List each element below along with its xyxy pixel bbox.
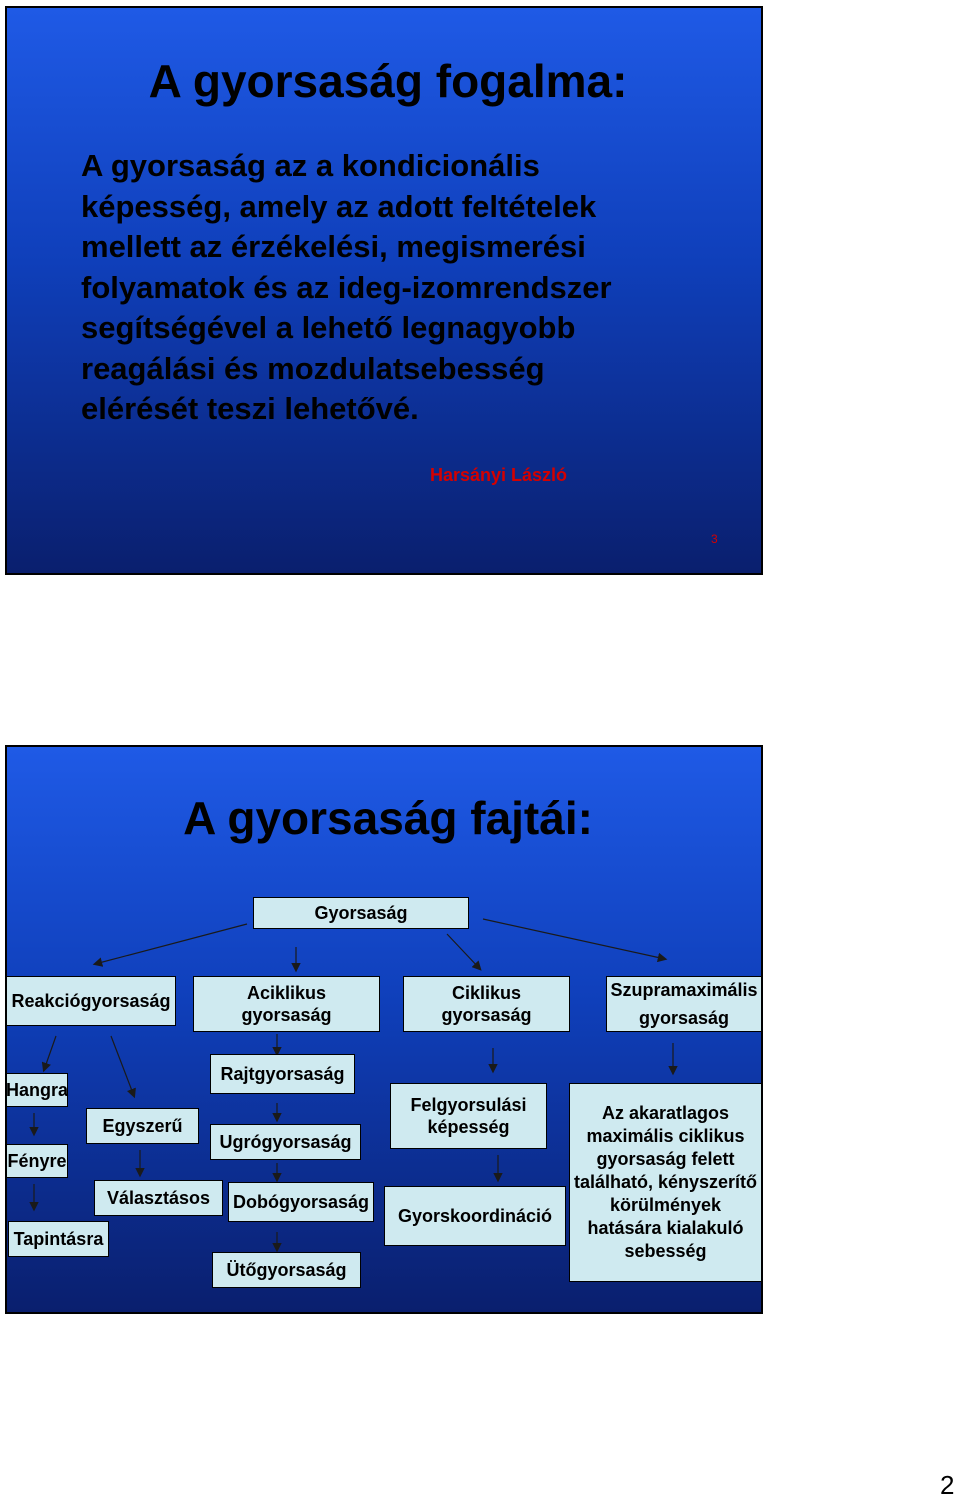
node-gyorskoordinacio: Gyorskoordináció <box>384 1186 566 1246</box>
definition-line: segítségével a lehető legnagyobb <box>81 310 576 345</box>
arrow-root-szupra <box>483 919 665 959</box>
node-label-line: gyorsaság <box>441 1005 532 1025</box>
node-label-line: Aciklikus <box>246 983 327 1003</box>
node-felgyorsulasi-kepesseg <box>390 1083 547 1149</box>
author-name: Harsányi László <box>430 465 568 485</box>
node-label-line: sebesség <box>624 1241 707 1261</box>
node-hangra: Hangra <box>6 1073 68 1107</box>
definition-line: folyamatok és az ideg-izomrendszer <box>81 269 612 305</box>
arrow-reakcio-hangra <box>44 1036 56 1070</box>
slide-title: A gyorsaság fajtái: <box>183 792 593 844</box>
arrow-root-ciklikus <box>447 934 480 969</box>
node-fenyre: Fényre <box>6 1144 68 1178</box>
node-valasztasos: Választásos <box>94 1180 223 1216</box>
node-tapintasra: Tapintásra <box>8 1221 109 1257</box>
node-label-line: Az akaratlagos <box>601 1103 730 1123</box>
node-label-line: gyorsaság felett <box>596 1149 735 1169</box>
node-label-line: Ciklikus <box>451 983 522 1003</box>
slide-number: 3 <box>711 532 718 546</box>
arrow-reakcio-egyszeru <box>111 1036 134 1096</box>
node-ugrogyorsasag: Ugrógyorsaság <box>210 1124 361 1160</box>
definition-line: képesség, amely az adott feltételek <box>81 188 597 224</box>
node-label-line: gyorsaság <box>241 1005 332 1025</box>
node-egyszeru: Egyszerű <box>86 1108 199 1144</box>
definition-line: A gyorsaság az a kondicionális <box>81 148 540 183</box>
slide-definition <box>5 6 763 575</box>
node-label-line: Felgyorsulási <box>410 1095 527 1115</box>
node-aciklikus-gyorsasag <box>193 976 380 1032</box>
definition-text <box>81 146 741 430</box>
node-reakciogyorsasag: Reakciógyorsaság <box>6 976 176 1026</box>
node-gyorsasag: Gyorsaság <box>253 897 469 929</box>
node-utogyorsasag: Ütőgyorsaság <box>212 1252 361 1288</box>
node-label-line: maximális ciklikus <box>586 1126 745 1146</box>
definition-line: mellett az érzékelési, megismerési <box>81 229 586 264</box>
node-label-line: található, kényszerítő <box>573 1172 758 1192</box>
node-label-line: gyorsaság <box>638 1008 730 1028</box>
node-szupra-description <box>569 1083 762 1282</box>
definition-line: reagálási és mozdulatsebesség <box>81 350 545 386</box>
node-label-line: hatására kialakuló <box>587 1218 744 1238</box>
node-szupramaximalis-gyorsasag <box>606 976 762 1032</box>
node-label-line: körülmények <box>609 1195 722 1215</box>
definition-line: elérését teszi lehetővé. <box>81 391 419 426</box>
node-label-line: Szupramaximális <box>610 980 758 1000</box>
arrow-root-reakcio <box>95 924 247 964</box>
slide-types <box>5 745 763 1314</box>
node-label-line: képesség <box>427 1117 510 1137</box>
node-rajtgyorsasag: Rajtgyorsaság <box>210 1054 355 1094</box>
slide-title: A gyorsaság fogalma: <box>148 55 628 107</box>
node-ciklikus-gyorsasag <box>403 976 570 1032</box>
node-dobogyorsasag: Dobógyorsaság <box>228 1182 374 1222</box>
page-number: 2 <box>940 1470 955 1500</box>
